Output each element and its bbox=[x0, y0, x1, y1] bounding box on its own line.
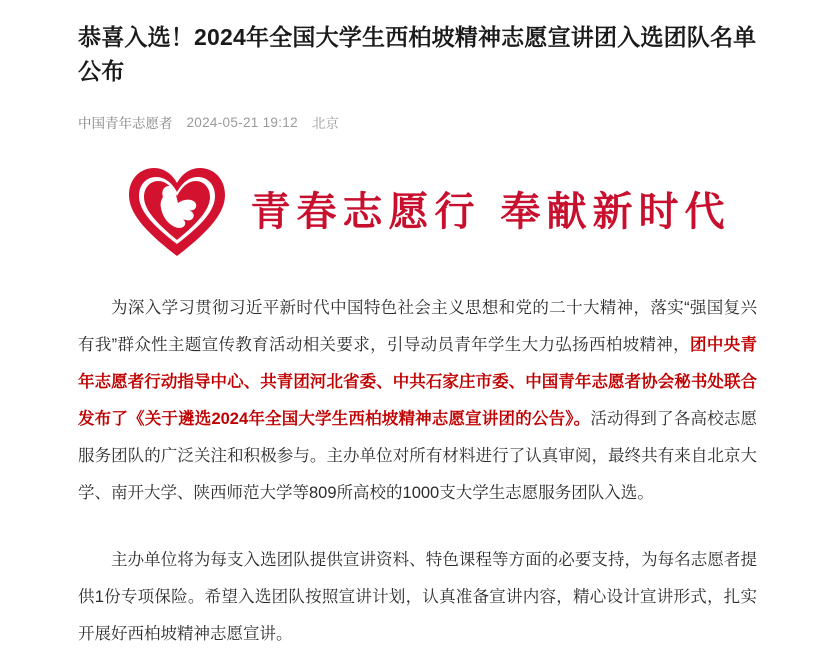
text-run: 活动得到了各高校志愿服务团队的广泛关注和积极参与。主办单位对所有材料进行了认真审阅，最终共有来自北京大学、南开大学、陕西师范大学等809所高校的1000支大学生志愿服务团队入选。 bbox=[78, 410, 757, 502]
text-run: 主办单位将为每支入选团队提供宣讲资料、特色课程等方面的必要支持，为每名志愿者提供1份专项保险。希望入选团队按照宣讲计划，认真准备宣讲内容，精心设计宣讲形式，扎实开展好西柏坡精神志愿宣讲。 bbox=[78, 551, 757, 643]
article-location: 北京 bbox=[311, 116, 339, 131]
heart-with-hand-icon bbox=[125, 164, 229, 260]
article-timestamp: 2024-05-21 19:12 bbox=[186, 114, 298, 130]
article-meta bbox=[78, 112, 757, 132]
article-source: 中国青年志愿者 bbox=[78, 116, 173, 131]
paragraph-2 bbox=[78, 542, 757, 653]
page-title: 恭喜入选！2024年全国大学生西柏坡精神志愿宣讲团入选团队名单公布 bbox=[78, 24, 757, 84]
text-run: 为深入学习贯彻习近平新时代中国特色社会主义思想和党的二十大精神，落实“强国复兴有我”群众性主题宣传教育活动相关要求，引导动员青年学生大力弘扬西柏坡精神， bbox=[78, 299, 757, 354]
banner-slogan: 青春志愿行 奉献新时代 bbox=[250, 189, 731, 235]
text-run-emphasis: 团中央青年志愿者行动指导中心、共青团河北省委、中共石家庄市委、中国青年志愿者协会秘书处联合发布了《关于遴选2024年全国大学生西柏坡精神志愿宣讲团的公告》。 bbox=[78, 336, 757, 428]
paragraph-1 bbox=[78, 290, 757, 512]
campaign-banner bbox=[78, 160, 757, 264]
article-body bbox=[78, 290, 757, 653]
